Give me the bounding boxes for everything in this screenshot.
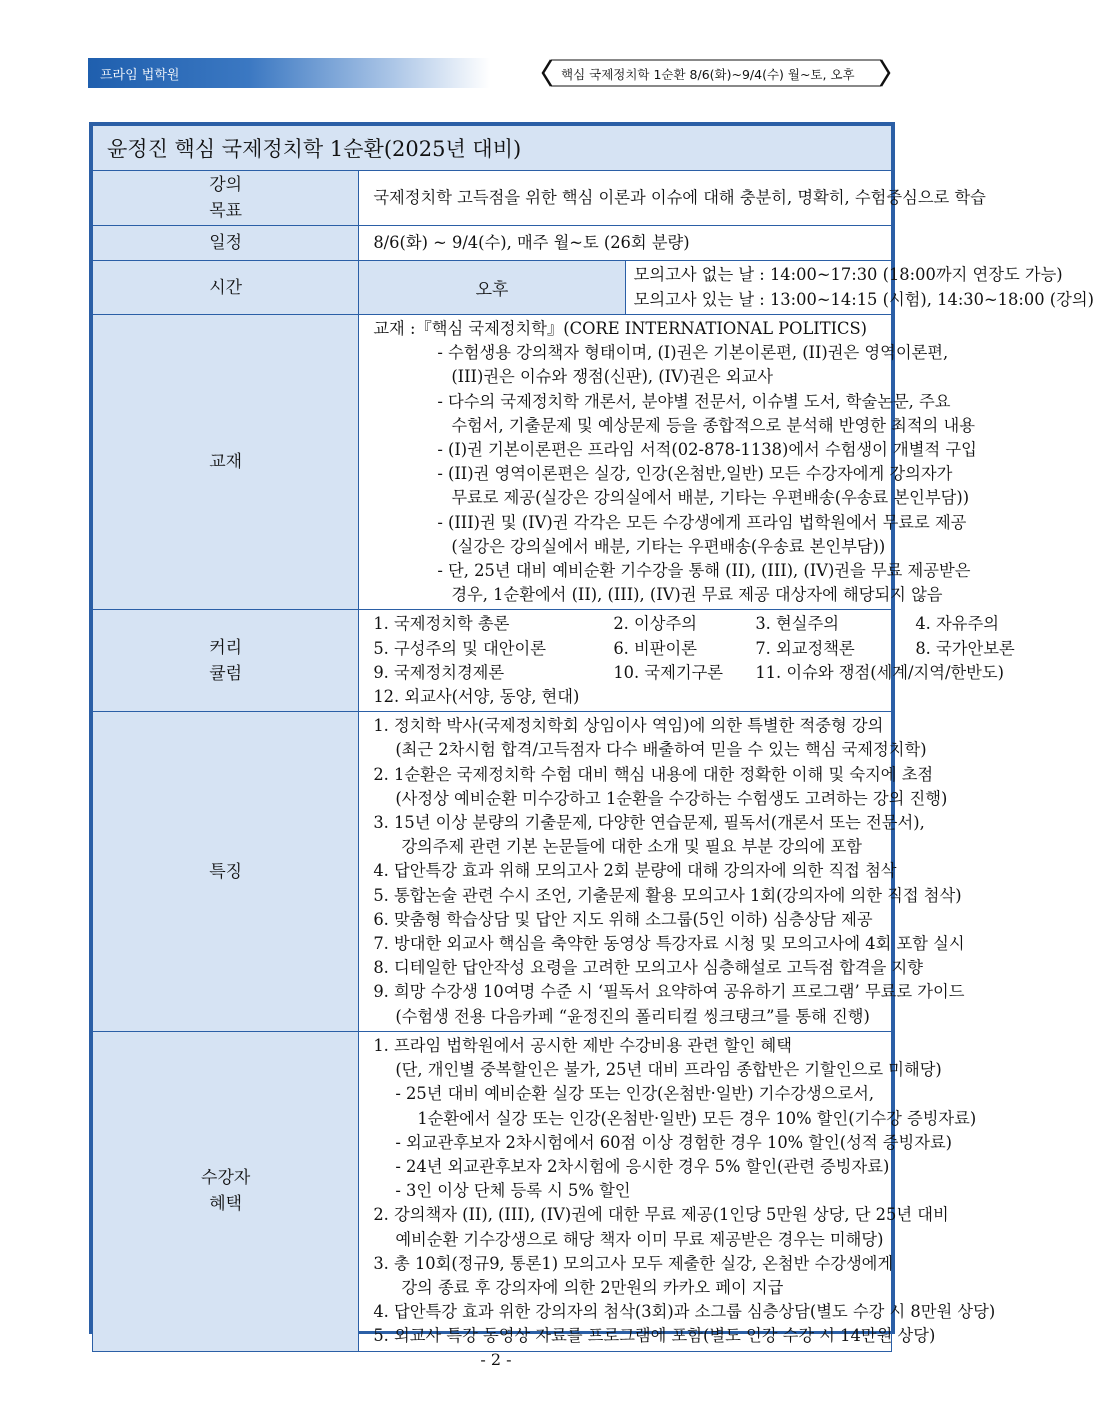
benefit-line: - 3인 이상 단체 등록 시 5% 할인: [395, 1181, 631, 1201]
feature-line: 강의주제 관련 기본 논문들에 대한 소개 및 필요 부분 강의에 포함: [401, 837, 863, 857]
textbook-line: 무료로 제공(실강은 강의실에서 배분, 기타는 우편배송(우송료 본인부담)): [451, 488, 970, 508]
textbook-line: 교재 :『핵심 국제정치학』(CORE INTERNATIONAL POLITICS): [373, 319, 867, 338]
textbook-line: 경우, 1순환에서 (II), (III), (IV)권 무료 제공 대상자에 해당되지 않음: [451, 585, 943, 605]
textbook-content: [359, 315, 977, 610]
course-table: [92, 125, 1094, 1352]
feature-line: (사정상 예비순환 미수강하고 1순환을 수강하는 수험생도 고려하는 강의 진행): [395, 788, 948, 808]
feature-line: 6. 맞춤형 학습상담 및 답안 지도 위해 소그룹(5인 이하) 심층상담 제공: [373, 909, 873, 929]
curriculum-grid: [373, 612, 1015, 709]
time-sub-label: 오후: [359, 261, 625, 315]
feature-line: 1. 정치학 박사(국제정치학회 상임이사 역임)에 의한 특별한 적중형 강의: [373, 716, 884, 736]
curriculum-item: 8. 국가안보론: [915, 638, 1015, 658]
benefit-line: 강의 종료 후 강의자에 의한 2만원의 카카오 페이 지급: [401, 1277, 784, 1297]
benefit-line: - 24년 외교관후보자 2차시험에 응시한 경우 5% 할인(관련 증빙자료): [395, 1156, 890, 1176]
time-line-1: 모의고사 없는 날 : 14:00~17:30 (18:00까지 연장도 가능): [633, 265, 1063, 285]
curriculum-item: 9. 국제정치경제론: [373, 662, 505, 682]
textbook-label: 교재: [93, 315, 359, 610]
textbook-line: - 수험생용 강의책자 형태이며, (I)권은 기본이론편, (II)권은 영역이론편,: [437, 343, 949, 363]
curriculum-item: 6. 비판이론: [613, 638, 697, 658]
time-line-2: 모의고사 있는 날 : 13:00~14:15 (시험), 14:30~18:00 (강의): [633, 289, 1094, 309]
benefit-line: - 25년 대비 예비순환 실강 또는 인강(온첨반·일반) 기수강생으로서,: [395, 1084, 875, 1104]
feature-line: (수험생 전용 다음카페 “윤정진의 폴리티컬 씽크탱크”를 통해 진행): [395, 1006, 870, 1026]
textbook-line: (III)권은 이슈와 쟁점(신판), (IV)권은 외교사: [451, 367, 773, 387]
academy-header-bar: [88, 58, 490, 88]
curriculum-item: 3. 현실주의: [755, 614, 839, 634]
benefit-line: (단, 개인별 중복할인은 불가, 25년 대비 프라임 종합반은 기할인으로 미해당): [395, 1060, 942, 1080]
curriculum-content: [359, 610, 1015, 712]
course-table-frame: [89, 122, 1094, 1346]
goal-label-line1: 강의: [209, 175, 243, 195]
curriculum-item: 7. 외교정책론: [755, 638, 855, 658]
curriculum-item: 2. 이상주의: [613, 614, 697, 634]
benefit-line: 1순환에서 실강 또는 인강(온첨반·일반) 모든 경우 10% 할인(기수강 증빙자료): [417, 1108, 977, 1128]
benefits-label-line2: 혜택: [209, 1194, 243, 1215]
schedule-label: 일정: [93, 226, 359, 261]
textbook-line: - (I)권 기본이론편은 프라임 서적(02-878-1138)에서 수험생이 개별적 구입: [437, 440, 977, 460]
textbook-line: - (III)권 및 (IV)권 각각은 모든 수강생에게 프라임 법학원에서 무료로 제공: [437, 512, 967, 532]
curriculum-item: 1. 국제정치학 총론: [373, 614, 510, 634]
course-header-text: 핵심 국제정치학 1순환 8/6(화)~9/4(수) 월~토, 오후: [561, 67, 855, 82]
benefits-label-line1: 수강자: [201, 1168, 251, 1189]
course-title: 윤정진 핵심 국제정치학 1순환(2025년 대비): [93, 126, 892, 171]
goal-text: 국제정치학 고득점을 위한 핵심 이론과 이슈에 대해 충분히, 명확히, 수험중심으로 학습: [359, 171, 892, 226]
benefit-line: - 외교관후보자 2차시험에서 60점 이상 경험한 경우 10% 할인(성적 증빙자료): [395, 1132, 953, 1152]
curriculum-label: [93, 610, 359, 712]
curriculum-item: 12. 외교사(서양, 동양, 현대): [373, 687, 580, 707]
curriculum-label-line1: 커리: [209, 637, 243, 658]
schedule-text: 8/6(화) ~ 9/4(수), 매주 월~토 (26회 분량): [359, 226, 892, 261]
feature-line: (최근 2차시험 합격/고득점자 다수 배출하여 믿을 수 있는 핵심 국제정치학): [395, 740, 927, 760]
features-label: 특징: [93, 712, 359, 1032]
textbook-line: - 단, 25년 대비 예비순환 기수강을 통해 (II), (III), (IV)권을 무료 제공받은: [437, 561, 971, 581]
curriculum-item: 10. 국제기구론: [613, 662, 724, 682]
textbook-line: - 다수의 국제정치학 개론서, 분야별 전문서, 이슈별 도서, 학술논문, 주요: [437, 391, 951, 411]
feature-line: 4. 답안특강 효과 위해 모의고사 2회 분량에 대해 강의자에 의한 직접 첨삭: [373, 861, 897, 881]
curriculum-item: 4. 자유주의: [915, 614, 999, 634]
features-content: [359, 712, 965, 1032]
goal-label: [93, 171, 359, 226]
course-header-tab: [535, 58, 897, 88]
benefits-content: [359, 1031, 996, 1351]
benefit-line: 5. 외교사 특강 동영상 자료를 프로그램에 포함(별도 인강 수강 시 14만원 상당): [373, 1326, 936, 1346]
time-label: 시간: [93, 261, 359, 315]
curriculum-item: 5. 구성주의 및 대안이론: [373, 638, 546, 658]
benefit-line: 4. 답안특강 효과 위한 강의자의 첨삭(3회)과 소그룹 심층상담(별도 수강 시 8만원 상당): [373, 1302, 996, 1322]
benefit-line: 1. 프라임 법학원에서 공시한 제반 수강비용 관련 할인 혜택: [373, 1035, 793, 1055]
benefits-label: [93, 1031, 359, 1351]
feature-line: 9. 희망 수강생 10여명 수준 시 ‘필독서 요약하여 공유하기 프로그램’ 무료로 가이드: [373, 982, 965, 1002]
feature-line: 7. 방대한 외교사 핵심을 축약한 동영상 특강자료 시청 및 모의고사에 4회 포함 실시: [373, 934, 965, 954]
feature-line: 8. 디테일한 답안작성 요령을 고려한 모의고사 심층해설로 고득점 합격을 지향: [373, 958, 924, 978]
benefit-line: 2. 강의책자 (II), (III), (IV)권에 대한 무료 제공(1인당 5만원 상당, 단 25년 대비: [373, 1205, 949, 1225]
time-text: [625, 261, 1094, 315]
feature-line: 5. 통합논술 관련 수시 조언, 기출문제 활용 모의고사 1회(강의자에 의한 직접 첨삭): [373, 885, 962, 905]
feature-line: 2. 1순환은 국제정치학 수험 대비 핵심 내용에 대한 정확한 이해 및 숙지에 초점: [373, 764, 934, 784]
page-number: - 2 -: [480, 1350, 512, 1369]
textbook-line: 수험서, 기출문제 및 예상문제 등을 종합적으로 분석해 반영한 최적의 내용: [451, 415, 975, 435]
textbook-line: (실강은 강의실에서 배분, 기타는 우편배송(우송료 본인부담)): [451, 536, 886, 556]
textbook-line: - (II)권 영역이론편은 실강, 인강(온첨반,일반) 모든 수강자에게 강의자가: [437, 464, 953, 484]
goal-label-line2: 목표: [209, 201, 243, 221]
benefit-line: 예비순환 기수강생으로 해당 책자 이미 무료 제공받은 경우는 미해당): [395, 1229, 884, 1249]
curriculum-item: 11. 이슈와 쟁점(세계/지역/한반도): [755, 662, 1004, 682]
academy-name: 프라임 법학원: [100, 68, 180, 83]
feature-line: 3. 15년 이상 분량의 기출문제, 다양한 연습문제, 필독서(개론서 또는 전문서),: [373, 813, 925, 833]
curriculum-label-line2: 큘럼: [209, 663, 243, 684]
benefit-line: 3. 총 10회(정규9, 통론1) 모의고사 모두 제출한 실강, 온첨반 수강생에게: [373, 1253, 894, 1273]
